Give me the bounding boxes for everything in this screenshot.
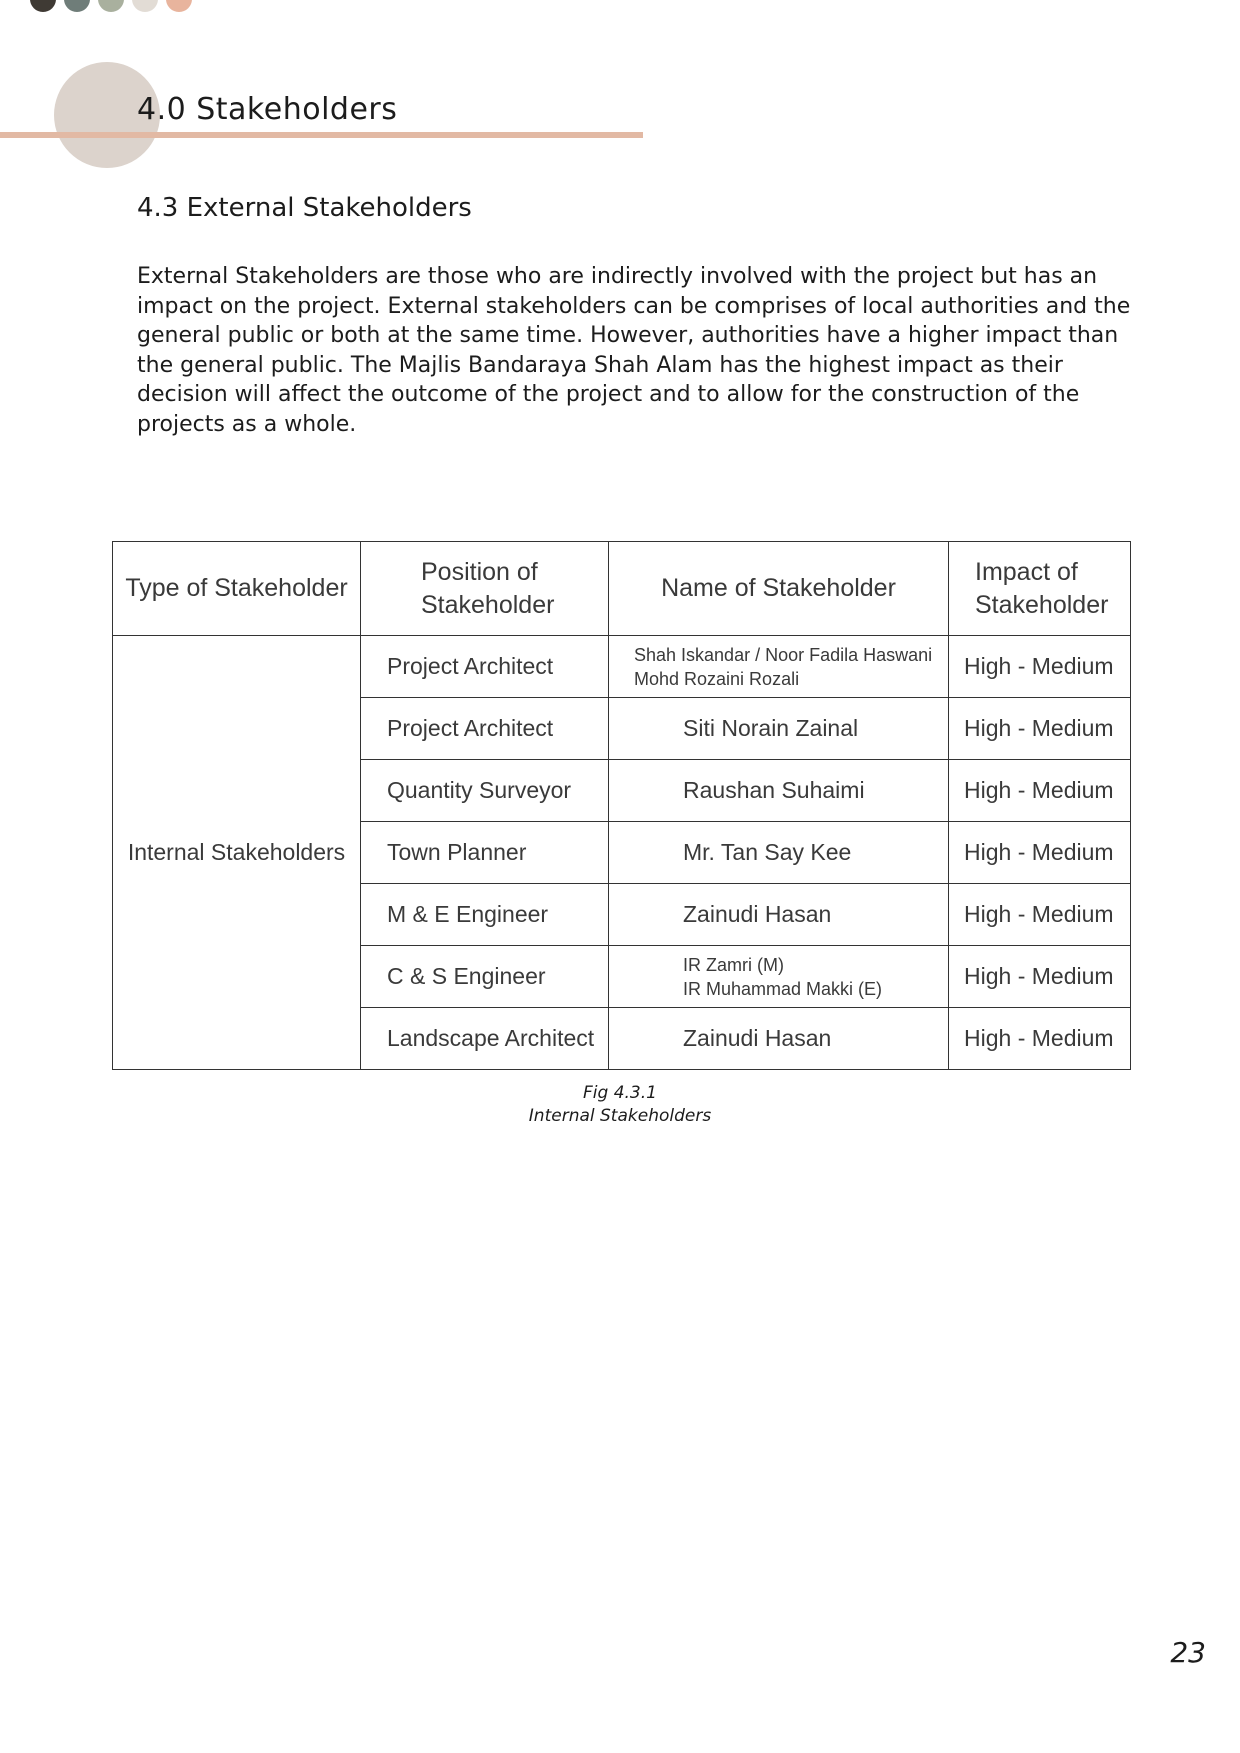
figure-caption <box>0 1082 1240 1128</box>
header-type-of-stakeholder: Type of Stakeholder <box>113 542 361 636</box>
intro-line: impact on the project. External stakeholders can be comprises of local authorities and the <box>137 293 1131 319</box>
figure-number: Fig 4.3.1 <box>583 1083 657 1103</box>
section-title: 4.0 Stakeholders <box>137 92 398 127</box>
intro-line: general public or both at the same time. However, authorities have a higher impact than <box>137 323 1119 349</box>
intro-line: External Stakeholders are those who are indirectly involved with the project but has an <box>137 264 1098 289</box>
position-cell: Town Planner <box>361 822 609 884</box>
position-cell: M & E Engineer <box>361 884 609 946</box>
position-cell: C & S Engineer <box>361 946 609 1008</box>
name-cell: Zainudi Hasan <box>609 1008 949 1070</box>
name-cell: Zainudi Hasan <box>609 884 949 946</box>
name-cell: Raushan Suhaimi <box>609 760 949 822</box>
name-cell: Mr. Tan Say Kee <box>609 822 949 884</box>
header-position-of-stakeholder: Position of Stakeholder <box>361 542 609 636</box>
table-row <box>113 636 1131 698</box>
header-impact-of-stakeholder: Impact of Stakeholder <box>949 542 1131 636</box>
intro-paragraph <box>137 262 1137 440</box>
table-header-row <box>113 542 1131 636</box>
header-rule <box>0 132 643 138</box>
position-cell: Quantity Surveyor <box>361 760 609 822</box>
figure-caption-text: Internal Stakeholders <box>528 1106 712 1126</box>
palette-swatch <box>98 0 124 12</box>
name-cell: Shah Iskandar / Noor Fadila Haswani Mohd Rozaini Rozali <box>609 636 949 698</box>
stakeholder-type-cell: Internal Stakeholders <box>113 636 361 1070</box>
position-cell: Project Architect <box>361 698 609 760</box>
subsection-title: 4.3 External Stakeholders <box>137 193 472 223</box>
name-cell: IR Zamri (M) IR Muhammad Makki (E) <box>609 946 949 1008</box>
impact-cell: High - Medium <box>949 698 1131 760</box>
name-cell: Siti Norain Zainal <box>609 698 949 760</box>
palette-swatch <box>132 0 158 12</box>
stakeholder-table <box>112 541 1131 1070</box>
impact-cell: High - Medium <box>949 822 1131 884</box>
header-name-of-stakeholder: Name of Stakeholder <box>609 542 949 636</box>
palette-swatch <box>30 0 56 12</box>
position-cell: Project Architect <box>361 636 609 698</box>
page-number: 23 <box>1170 1636 1206 1669</box>
impact-cell: High - Medium <box>949 884 1131 946</box>
palette-swatch <box>166 0 192 12</box>
impact-cell: High - Medium <box>949 760 1131 822</box>
intro-line: the general public. The Majlis Bandaraya Shah Alam has the highest impact as their <box>137 352 1063 378</box>
palette-swatch <box>64 0 90 12</box>
intro-line: decision will affect the outcome of the project and to allow for the construction of the <box>137 382 1080 408</box>
color-palette-swatches <box>30 0 192 12</box>
impact-cell: High - Medium <box>949 636 1131 698</box>
impact-cell: High - Medium <box>949 946 1131 1008</box>
position-cell: Landscape Architect <box>361 1008 609 1070</box>
intro-line: projects as a whole. <box>137 411 357 437</box>
impact-cell: High - Medium <box>949 1008 1131 1070</box>
